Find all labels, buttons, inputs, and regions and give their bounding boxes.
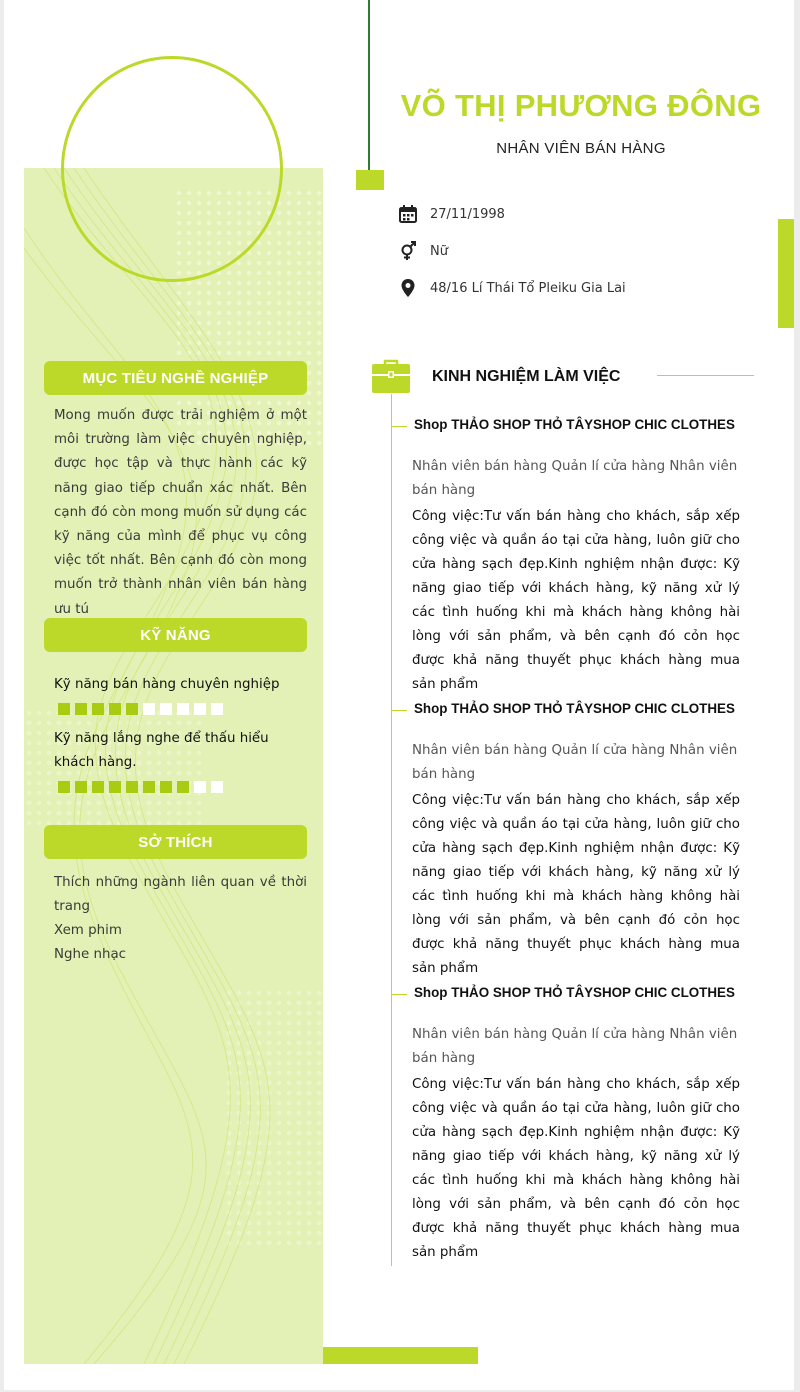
location-pin-icon	[398, 278, 418, 298]
header-accent-square	[356, 170, 384, 190]
hobby-item: Nghe nhạc	[54, 947, 127, 962]
job-description: Công việc:Tư vấn bán hàng cho khách, sắp xếp công việc và quần áo tại cửa hàng, luôn giữ cho cửa hàng sạch đẹp.Kinh nghiệm nhận được: Kỹ năng giao tiếp với khách hàng, kỹ năng xử lý các tình huống khi mà khách hàng không hài lòng với sản phẩm, và bên cạnh đó cỏn học được khả năng thuyết phục khách hàng mua sản phẩm	[412, 509, 740, 692]
info-birthdate	[398, 202, 505, 226]
experience-heading-line	[657, 375, 754, 376]
hobbies-heading: SỞ THÍCH	[44, 825, 307, 859]
skill-block-filled	[58, 781, 70, 793]
skill-block-filled	[177, 781, 189, 793]
company-name: Shop THẢO SHOP THỎ TÂYSHOP CHIC CLOTHES	[414, 985, 735, 1000]
skill-name-1: Kỹ năng bán hàng chuyên nghiệp	[54, 677, 280, 692]
experience-timeline	[391, 394, 392, 1266]
footer-accent-bar	[323, 1347, 478, 1364]
skill-block-empty	[160, 703, 172, 715]
timeline-branch	[391, 426, 407, 427]
company-name: Shop THẢO SHOP THỎ TÂYSHOP CHIC CLOTHES	[414, 417, 735, 432]
avatar-placeholder	[61, 56, 283, 282]
job-role: Nhân viên bán hàng Quản lí cửa hàng Nhân viên bán hàng	[412, 743, 738, 782]
hobby-list	[54, 871, 307, 967]
skill-block-empty	[194, 781, 206, 793]
header-vertical-line	[368, 0, 370, 172]
gender-value: Nữ	[430, 243, 448, 259]
calendar-icon	[398, 204, 418, 224]
skill-name-2: Kỹ năng lắng nghe để thấu hiểu khách hàng.	[54, 731, 269, 770]
skill-meter-2	[58, 781, 223, 793]
hobby-item: Xem phim	[54, 923, 122, 938]
right-accent-tab	[778, 219, 794, 328]
skill-block-empty	[211, 781, 223, 793]
skill-block-empty	[194, 703, 206, 715]
job-description: Công việc:Tư vấn bán hàng cho khách, sắp xếp công việc và quần áo tại cửa hàng, luôn giữ cho cửa hàng sạch đẹp.Kinh nghiệm nhận được: Kỹ năng giao tiếp với khách hàng, kỹ năng xử lý các tình huống khi mà khách hàng không hài lòng với sản phẩm, và bên cạnh đó cỏn học được khả năng thuyết phục khách hàng mua sản phẩm	[412, 793, 740, 976]
skill-block-empty	[211, 703, 223, 715]
info-gender	[398, 239, 448, 263]
skill-block-filled	[143, 781, 155, 793]
skill-meter-1	[58, 703, 223, 715]
skill-block-filled	[75, 703, 87, 715]
objective-heading: MỤC TIÊU NGHỀ NGHIỆP	[44, 361, 307, 395]
timeline-branch	[391, 710, 407, 711]
job-title: NHÂN VIÊN BÁN HÀNG	[496, 140, 666, 157]
objective-text: Mong muốn được trải nghiệm ở một môi trường làm việc chuyên nghiệp, được học tập và thực hành các kỹ năng giao tiếp chuẩn xác nhất. Bên cạnh đó còn mong muốn sử dụng các kỹ năng của mình để phục vụ công việc tốt nhất. Bên cạnh đó còn mong muốn trở thành nhân viên bán hàng ưu tú	[54, 408, 307, 617]
skill-block-filled	[92, 781, 104, 793]
skill-block-empty	[177, 703, 189, 715]
skill-block-filled	[109, 703, 121, 715]
job-role: Nhân viên bán hàng Quản lí cửa hàng Nhân viên bán hàng	[412, 459, 738, 498]
birthdate-value: 27/11/1998	[430, 206, 505, 222]
info-address	[398, 276, 626, 300]
skill-block-filled	[75, 781, 87, 793]
company-name: Shop THẢO SHOP THỎ TÂYSHOP CHIC CLOTHES	[414, 701, 735, 716]
skill-block-filled	[109, 781, 121, 793]
skill-block-filled	[58, 703, 70, 715]
briefcase-icon	[371, 358, 411, 394]
skills-heading: KỸ NĂNG	[44, 618, 307, 652]
skill-block-filled	[92, 703, 104, 715]
job-role: Nhân viên bán hàng Quản lí cửa hàng Nhân viên bán hàng	[412, 1027, 738, 1066]
skill-block-filled	[126, 703, 138, 715]
hobby-item: Thích những ngành liên quan về thời trang	[54, 875, 307, 914]
skill-block-empty	[143, 703, 155, 715]
job-description: Công việc:Tư vấn bán hàng cho khách, sắp xếp công việc và quần áo tại cửa hàng, luôn giữ cho cửa hàng sạch đẹp.Kinh nghiệm nhận được: Kỹ năng giao tiếp với khách hàng, kỹ năng xử lý các tình huống khi mà khách hàng không hài lòng với sản phẩm, và bên cạnh đó cỏn học được khả năng thuyết phục khách hàng mua sản phẩm	[412, 1077, 740, 1260]
gender-icon	[398, 241, 418, 261]
address-value: 48/16 Lí Thái Tổ Pleiku Gia Lai	[430, 280, 626, 296]
skill-block-filled	[160, 781, 172, 793]
timeline-branch	[391, 994, 407, 995]
experience-heading: KINH NGHIỆM LÀM VIỆC	[432, 368, 621, 385]
skill-block-filled	[126, 781, 138, 793]
candidate-name: VÕ THỊ PHƯƠNG ĐÔNG	[400, 88, 762, 123]
